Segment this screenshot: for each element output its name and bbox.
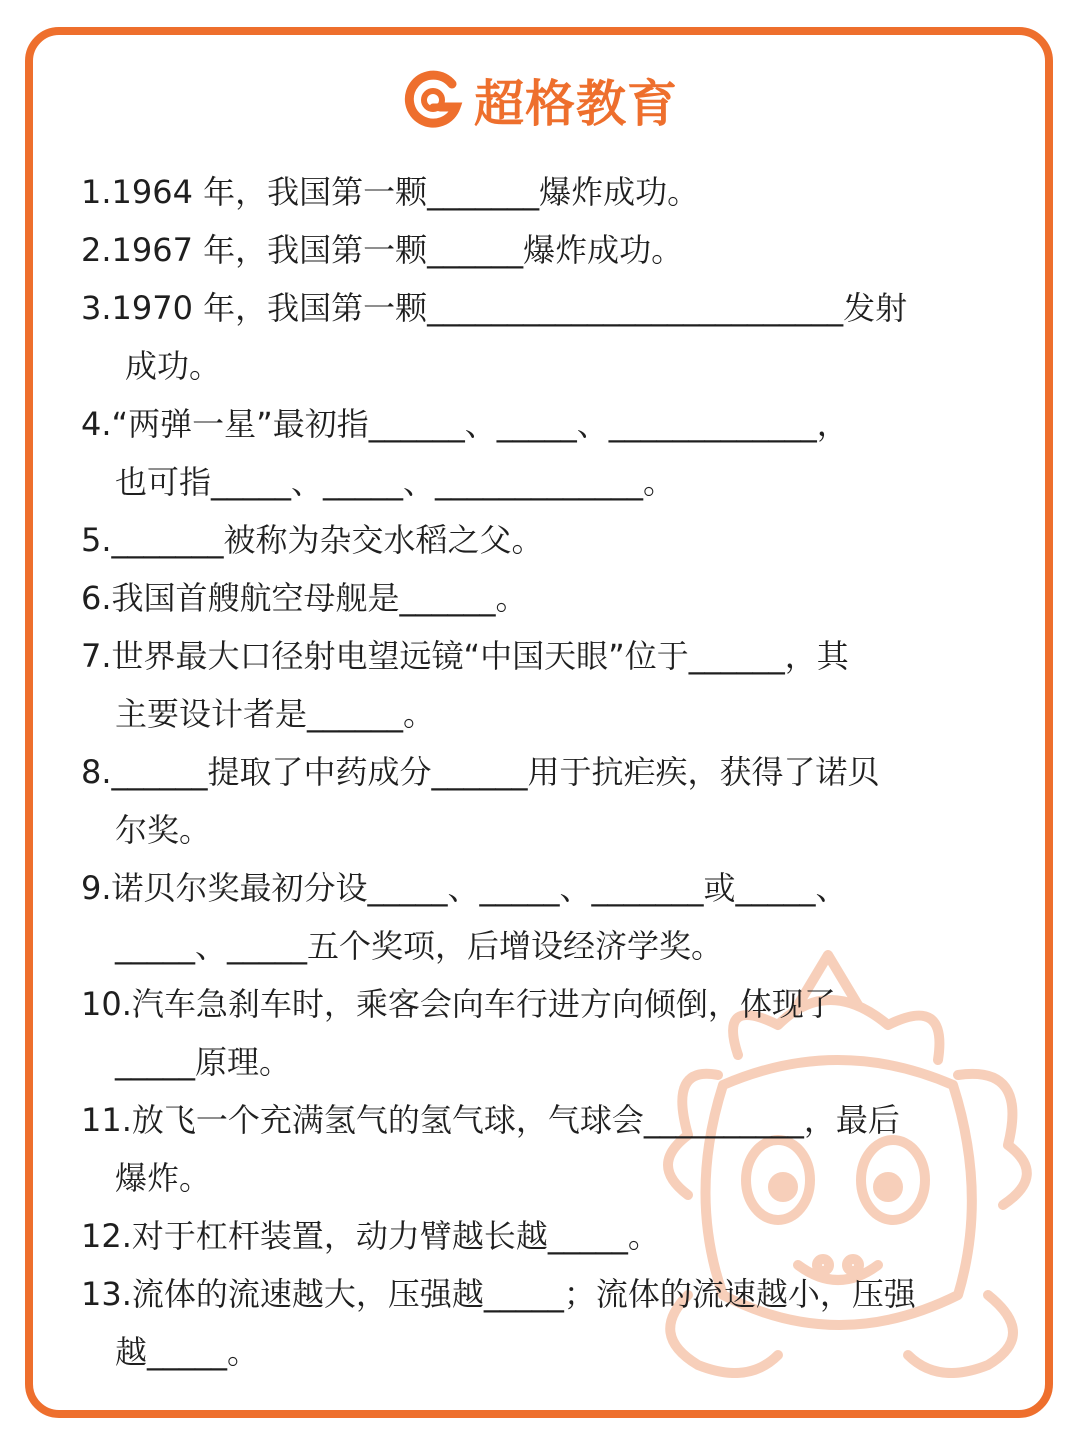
question-item xyxy=(81,279,1031,395)
question-item xyxy=(81,163,1031,221)
question-line: 13.流体的流速越大，压强越_____；流体的流速越小，压强 xyxy=(81,1275,916,1313)
question-line: 尔奖。 xyxy=(115,811,212,849)
question-item xyxy=(81,743,1031,859)
question-item xyxy=(81,1207,1031,1265)
question-item xyxy=(81,221,1031,279)
question-item xyxy=(81,395,1031,511)
question-line: _____、_____五个奖项，后增设经济学奖。 xyxy=(115,927,724,965)
question-line: 11.放飞一个充满氢气的氢气球，气球会__________，最后 xyxy=(81,1101,900,1139)
question-line: 越_____。 xyxy=(115,1333,260,1371)
question-line: 主要设计者是______。 xyxy=(115,695,436,733)
question-item xyxy=(81,1265,1031,1381)
brand-header xyxy=(33,65,1045,135)
question-line: 9.诺贝尔奖最初分设_____、_____、_______或_____、 xyxy=(81,869,848,907)
question-line: 5._______被称为杂交水稻之父。 xyxy=(81,521,544,559)
question-item xyxy=(81,511,1031,569)
question-line: 4.“两弹一星”最初指______、_____、_____________， xyxy=(81,405,849,443)
question-line: 爆炸。 xyxy=(115,1159,212,1197)
question-line: 成功。 xyxy=(125,347,222,385)
brand-name: 超格教育 xyxy=(474,75,678,133)
question-item xyxy=(81,627,1031,743)
question-line: 2.1967 年，我国第一颗______爆炸成功。 xyxy=(81,231,684,269)
worksheet-card xyxy=(25,27,1053,1418)
question-item xyxy=(81,859,1031,975)
question-item xyxy=(81,975,1031,1091)
question-line: 8.______提取了中药成分______用于抗疟疾，获得了诺贝 xyxy=(81,753,880,791)
question-line: 6.我国首艘航空母舰是______。 xyxy=(81,579,528,617)
question-item xyxy=(81,569,1031,627)
g-circle-logo-icon xyxy=(400,67,466,133)
question-line: 10.汽车急刹车时，乘客会向车行进方向倾倒，体现了 xyxy=(81,985,836,1023)
question-line: _____原理。 xyxy=(115,1043,292,1081)
question-line: 1.1964 年，我国第一颗_______爆炸成功。 xyxy=(81,173,700,211)
question-line: 也可指_____、_____、_____________。 xyxy=(115,463,676,501)
question-line: 3.1970 年，我国第一颗__________________________发射 xyxy=(81,289,908,327)
question-item xyxy=(81,1091,1031,1207)
question-list xyxy=(81,163,1031,1381)
question-line: 12.对于杠杆装置，动力臂越长越_____。 xyxy=(81,1217,660,1255)
question-line: 7.世界最大口径射电望远镜“中国天眼”位于______，其 xyxy=(81,637,849,675)
